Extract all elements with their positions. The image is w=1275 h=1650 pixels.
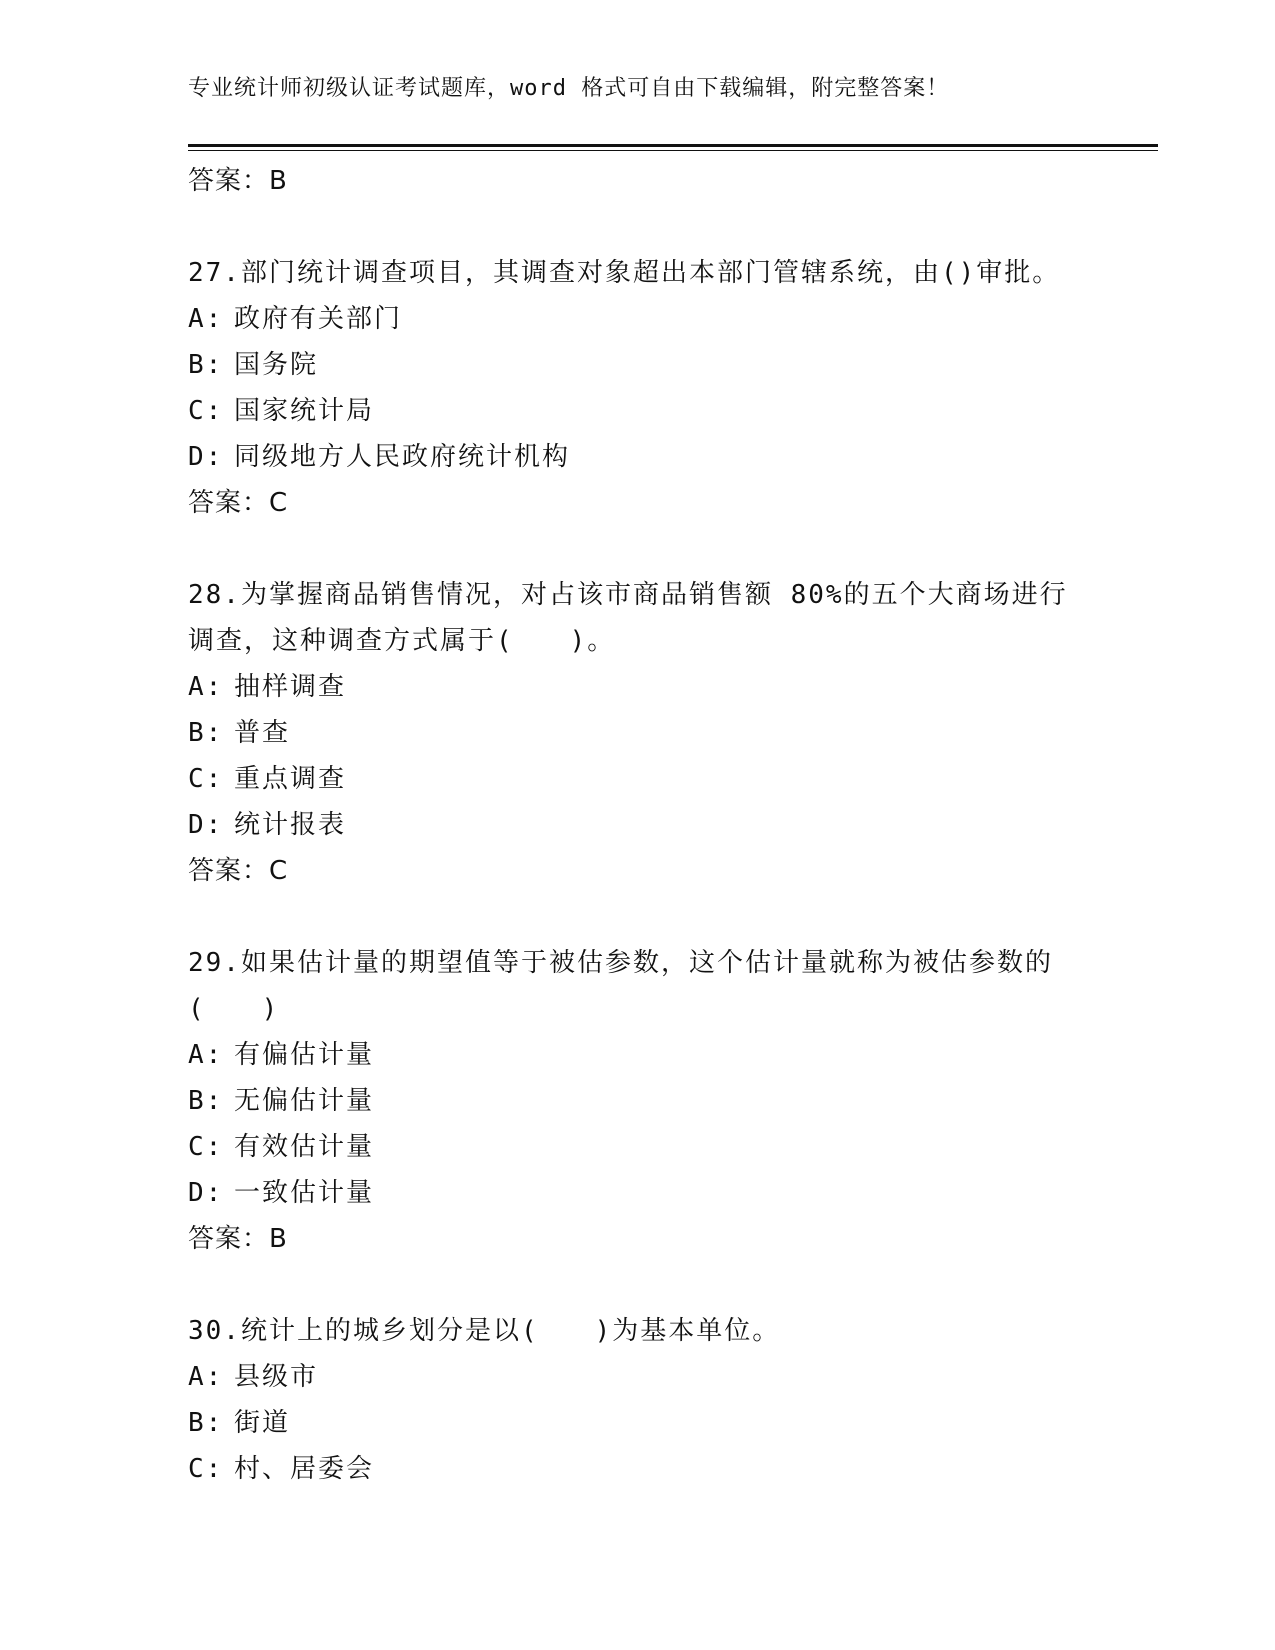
option-letter: C: — [188, 396, 224, 426]
option-c — [188, 388, 1088, 434]
answer-line: 答案：B — [188, 1224, 288, 1254]
option-b — [188, 1400, 1088, 1446]
previous-answer: 答案：B — [188, 166, 288, 196]
question-30 — [188, 1308, 1088, 1492]
option-d — [188, 1170, 1088, 1216]
spacer — [188, 526, 1088, 572]
option-text: 普查 — [234, 718, 291, 748]
option-letter: A: — [188, 304, 224, 334]
option-text: 统计报表 — [234, 810, 347, 840]
option-text: 国务院 — [234, 350, 319, 380]
header-rule-thick — [188, 144, 1158, 147]
option-d — [188, 802, 1088, 848]
spacer — [188, 894, 1088, 940]
spacer — [188, 204, 1088, 250]
option-d — [188, 434, 1088, 480]
option-c — [188, 1446, 1088, 1492]
question-stem: 29.如果估计量的期望值等于被估参数，这个估计量就称为被估参数的 — [188, 948, 1053, 978]
option-letter: A: — [188, 1362, 224, 1392]
option-letter: C: — [188, 1132, 224, 1162]
option-b — [188, 342, 1088, 388]
option-text: 村、居委会 — [234, 1454, 375, 1484]
option-text: 一致估计量 — [234, 1178, 375, 1208]
question-stem: 28.为掌握商品销售情况，对占该市商品销售额 80%的五个大商场进行 — [188, 580, 1068, 610]
option-b — [188, 710, 1088, 756]
option-text: 政府有关部门 — [234, 304, 403, 334]
answer-line: 答案：C — [188, 856, 289, 886]
option-text: 街道 — [234, 1408, 291, 1438]
option-text: 无偏估计量 — [234, 1086, 375, 1116]
question-28 — [188, 572, 1088, 894]
spacer — [188, 1262, 1088, 1308]
option-letter: B: — [188, 350, 224, 380]
question-stem-cont: 调查，这种调查方式属于( )。 — [188, 626, 616, 656]
question-stem: 27.部门统计调查项目，其调查对象超出本部门管辖系统，由()审批。 — [188, 258, 1061, 288]
option-c — [188, 756, 1088, 802]
question-content — [188, 158, 1088, 1492]
option-letter: C: — [188, 1454, 224, 1484]
option-b — [188, 1078, 1088, 1124]
question-27 — [188, 250, 1088, 526]
option-a — [188, 1354, 1088, 1400]
option-a — [188, 296, 1088, 342]
option-c — [188, 1124, 1088, 1170]
page-header: 专业统计师初级认证考试题库，word 格式可自由下载编辑，附完整答案！ — [188, 76, 950, 101]
option-letter: B: — [188, 1086, 224, 1116]
option-text: 国家统计局 — [234, 396, 375, 426]
option-letter: D: — [188, 442, 224, 472]
option-a — [188, 1032, 1088, 1078]
answer-line: 答案：C — [188, 488, 289, 518]
option-text: 重点调查 — [234, 764, 347, 794]
option-letter: A: — [188, 672, 224, 702]
question-stem: 30.统计上的城乡划分是以( )为基本单位。 — [188, 1316, 781, 1346]
option-text: 有偏估计量 — [234, 1040, 375, 1070]
header-rule-thin — [188, 150, 1158, 151]
option-letter: D: — [188, 810, 224, 840]
option-letter: D: — [188, 1178, 224, 1208]
option-a — [188, 664, 1088, 710]
option-letter: A: — [188, 1040, 224, 1070]
option-letter: B: — [188, 1408, 224, 1438]
question-stem-cont: ( ) — [188, 994, 280, 1024]
option-text: 县级市 — [234, 1362, 319, 1392]
option-text: 有效估计量 — [234, 1132, 375, 1162]
option-text: 抽样调查 — [234, 672, 347, 702]
option-letter: C: — [188, 764, 224, 794]
option-text: 同级地方人民政府统计机构 — [234, 442, 571, 472]
option-letter: B: — [188, 718, 224, 748]
question-29 — [188, 940, 1088, 1262]
